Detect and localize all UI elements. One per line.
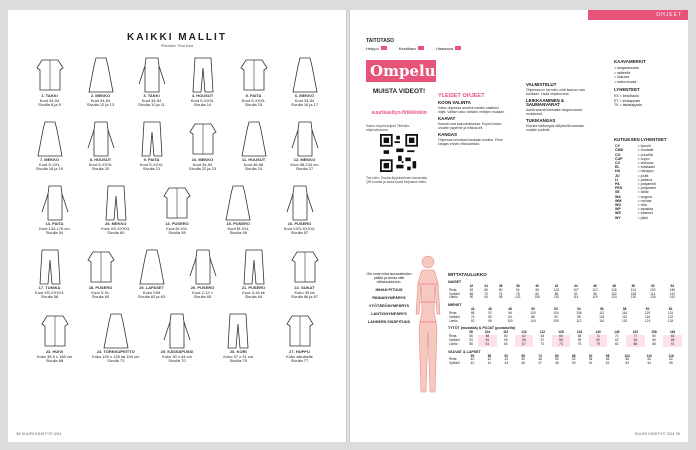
model-size: Koot S-XXXL [241,97,266,103]
section-title: TUKIKANGAS [526,118,556,123]
model-size: Koot S-XXXL [88,161,113,167]
model-name: 6. MEKKO [294,93,315,98]
model-name: 1. TAKKI [41,93,58,98]
model-name: 14. PUSERO [165,221,189,226]
section-title: LEIKKAAMINEN & SAUMANVARAT [526,98,565,107]
model-name: 11. HOUSUT [241,157,266,162]
model-name: 3. TAKKI [143,93,160,98]
fiber-abbr-row: CMD = modaali [615,148,654,153]
model-name: 9. PAITA [143,157,160,162]
garment-icon [237,118,271,158]
model-name: 7. MEKKO [39,157,60,162]
model-page: Sivulla 14 [193,102,212,108]
legend-item: = langansuunta [614,66,639,71]
garment-icon [186,118,220,158]
model-item[interactable] [24,310,85,374]
model-size: Koko 37 x 31 cm [223,353,254,359]
pattern-legend [614,60,682,108]
model-name: 2. MEKKO [90,93,111,98]
model-size: Koot S-XXL [39,161,60,167]
fiber-abbr-row: WP = alpakka [615,207,654,212]
garment-icon [99,182,133,222]
model-item[interactable] [279,118,330,182]
model-size: Koot 2-12 v [192,289,213,295]
model-name: 25. KÄSSÄPUSSI [160,349,194,354]
abbr-item: TK = takakappale [614,103,643,108]
size-table-title: TYTÖT (mustalla) & POJAT (punaisella) [448,326,516,331]
measure-notes [366,272,412,324]
garment-icon [221,182,255,222]
size-row: Lantio 92 96 100 104 108 112 116 120 124 128 [449,318,674,323]
garment-icon [237,54,271,94]
model-page: Sivulla 77 [290,358,309,364]
model-item[interactable] [177,246,228,310]
skill-levels [366,46,461,51]
note-item: RINNANYMPÄRYS [372,296,406,300]
garment-icon [135,246,169,286]
model-page: Sivulla 15 [244,102,263,108]
body-figure-icon [410,252,446,402]
model-item[interactable] [85,182,146,246]
level-easy: Helppo [366,46,387,51]
garment-icon [33,246,67,286]
garment-icon [160,310,194,350]
legend-item: = liukuvia [614,75,630,80]
garment-icon [33,118,67,158]
section-title: KAAVAT [438,116,456,121]
model-page: Sivulla 58 [40,294,59,300]
model-name: 22. SUKAT [294,285,315,290]
measure-title: MITTATAULUKKO [448,272,487,277]
instructions-col-2 [526,80,596,132]
fiber-abbreviations [614,138,682,220]
model-item[interactable] [126,118,177,182]
model-size: Koot S-XXXL [190,97,215,103]
garment-icon [288,246,322,286]
instructions-col-1 [438,94,508,146]
model-name: 13. PAITA [45,221,64,226]
size-table-title: MIEHET [448,303,462,308]
model-name: 18. PUSERO [88,285,113,290]
model-name: 19. LAPASET [138,285,165,290]
model-item[interactable] [24,118,75,182]
right-page [350,10,688,442]
fiber-abbr-row: EL = elastaani [615,165,656,170]
garment-icon [283,182,317,222]
model-page: Sivulla 66 ja 67 [290,294,319,300]
model-item[interactable] [269,310,330,374]
model-item[interactable] [177,118,228,182]
size-row: Rinta 82 86 90 94 98 102 107 112 118 124 130 136 [449,287,675,292]
model-name: 10. MEKKO [191,157,214,162]
model-size: Koot 98-134 cm [290,161,319,167]
legend-item: = katso kuvaa [614,79,637,84]
section-text: Ohjeessa kerrotaan kankaan kulutus. Pese kangas ennen leikkaamista. [438,138,503,146]
garment-icon [38,310,72,350]
models-row [24,246,330,310]
model-page: Sivulla 27 [295,166,314,172]
size-table-title: VAUVAT & LAPSET [448,349,481,354]
model-page: Sivulla 10 ja 11 [138,102,165,108]
model-size: Koko 38,5 x 188 cm [36,353,73,359]
size-row: Rinta 88 92 96 100 104 108 112 116 120 124 [449,310,674,315]
model-page: Sivulla 65 [193,294,212,300]
model-name: 5. PAITA [245,93,262,98]
model-size: Koot 34-54 [294,97,315,103]
fiber-abbr-row: SE = silkki [615,190,649,195]
garment-icon [186,54,220,94]
model-item[interactable] [126,54,177,118]
model-name: 21. PUSERO [241,285,266,290]
model-name: 17. TUNIKA [38,285,61,290]
legend-item: = taitteelle [614,70,631,75]
model-page: Sivulla 80 [107,230,125,236]
model-item[interactable] [24,246,75,310]
model-size: Koot XXS-XXXXL [283,225,316,231]
garment-icon [99,310,133,350]
model-name: 23. HUIVI [45,349,64,354]
model-size: Koot 4-18 kk [242,289,265,295]
model-name: 12. MEKKO [293,157,316,162]
garment-icon [283,310,317,350]
fiber-abbr-row: CUP = cupro [615,156,650,161]
model-size: Koot 46-66 [243,161,264,167]
size-table: 44 46 48 50 52 54 56 58 60 62 Rinta 88 92 96 100 104 108 112 116 120 124 Vyötärö 76 80 84 88 92 98 104 110 116 122 Lantio 92 96 100 104 108 112 116 120 124 128 [448,308,682,323]
fiber-abbr-row: WY = jakki [615,215,648,220]
model-size: Koko 100 x 135 tai 154 cm [92,353,140,359]
model-page: Sivulla 24 [244,166,263,172]
legend-title: KAAVAMERKIT [614,59,646,64]
model-item[interactable] [279,54,330,118]
size-row: Vyötärö 76 80 84 88 92 98 104 110 116 122 [449,314,674,319]
measurement-table [448,272,682,366]
model-page: Sivulla 12 ja 13 [86,102,115,108]
model-page: Sivulla 64 [244,294,263,300]
level-hard: Haastava [436,46,461,51]
model-size: Koot 34-54 [39,97,60,103]
abbr-item: ET = etukappale [614,98,641,103]
garment-icon [288,54,322,94]
model-name: 15. PUSERO [226,221,251,226]
section-title: VALMISTELUT [526,82,557,87]
garment-icon [84,54,118,94]
model-size: Koot M-XXL [166,225,188,231]
model-page: Sivulla 70 [168,358,186,364]
model-name: 16. PUSERO [287,221,312,226]
section-text: Kiinnitä tukikangas silityksellä kankaan nurjalle puolelle. [526,124,585,132]
section-text: Ohjeessa on kerrottu, mitä kaavan osia tarvitaan. Lisää ompeluvarat. [526,88,585,96]
general-heading: YLEISET OHJEET [438,93,485,99]
garment-icon [135,54,169,94]
garment-icon [237,246,271,286]
model-size: Koot S-XL [91,289,110,295]
fiber-abbr-row: HA = hamppu [615,169,654,174]
section-text: Kaavat ovat kaavoituksessa. Kopioi kaava ohuelle paperille ja leikkaa irti. [438,122,502,130]
size-row: Vyötärö 66 70 74 78 82 86 91 96 102 108 114 120 [449,291,675,296]
models-row [24,118,330,182]
model-page: Sivulla 62 ja 63 [137,294,166,300]
model-size: Koko 39 tai [294,289,315,295]
note-item: LAHKEEN SISÄPITUUS [367,320,411,324]
model-size: Koot 34-54 [192,161,213,167]
fiber-abbr-row: PA = polyamidi [615,182,656,187]
fiber-abbr-row: JU = juutti [615,173,649,178]
model-item[interactable] [228,246,279,310]
size-table: 50 56 62 68 74 80 86 92 98 104 110 116 Rinta 40 42 44 46 48 50 52 54 56 58 60 62 Vyötärö 40 42 44 46 47 48 50 51 52 53 54 55 [448,355,682,366]
size-row: Lantio 58 61 64 67 70 73 76 79 82 85 88 91 [448,343,682,347]
model-item[interactable] [228,118,279,182]
model-item[interactable] [126,246,177,310]
model-page: Sivulla 73 [107,358,125,364]
section-title: KANGAS [438,132,458,137]
model-size: Koko S/M [142,289,161,295]
model-page: Sivulla 22 ja 23 [188,166,217,172]
note-item: HIHAN PITUUS [375,288,403,292]
size-table: 32 34 36 38 40 42 44 46 48 50 52 54 Rinta 82 86 90 94 98 102 107 112 118 124 130 136 Vyötärö 66 70 74 78 82 86 91 96 102 108 114 120 Lantio 90 94 98 102 106 110 114 119 124 130 136 142 [448,285,682,300]
models-row [24,54,330,118]
size-row: Rinta 56 58 60 62 64 66 68 71 74 77 80 83 [448,335,682,339]
model-name: 20. PUSERO [190,285,215,290]
size-table: 98 104 110 116 122 128 134 140 146 152 158 164 Rinta 56 58 60 62 64 66 68 71 74 77 80 83 Vyötärö 53 54 55 56 57 58 59 60 62 64 66 68 Lantio 58 61 64 67 70 73 76 79 82 85 88 91 [448,331,682,346]
model-item[interactable] [208,182,269,246]
model-item[interactable] [75,118,126,182]
model-name: 4. HOUSUT [191,93,214,98]
section-band [588,10,688,20]
size-table-title: NAISET [448,280,462,284]
band-label: OHJEET [656,12,682,18]
model-size: Koot S-XXXL [139,161,164,167]
model-page: Sivulla 18 ja 19 [35,166,64,172]
fiber-abbr-row: CV = viskoosi [615,161,654,166]
garment-icon [288,118,322,158]
left-page [8,10,346,442]
fiber-abbr-row: WO = villa [615,203,647,208]
models-grid [24,54,330,374]
page-title: KAIKKI MALLIT [127,32,227,43]
fiber-abbr-row: WM = mohair [615,198,652,203]
size-row: Vyötärö 40 42 44 46 47 48 50 51 52 53 54 55 [449,361,673,366]
ompelu-title: Ompelu [366,60,436,82]
model-item[interactable] [24,54,75,118]
model-item[interactable] [85,310,146,374]
model-name: 28. MEKKO [104,221,127,226]
garment-icon [38,182,72,222]
fiber-abbr-row: CO = puuvilla [615,152,653,157]
size-row: Vyötärö 53 54 55 56 57 58 59 60 62 64 66 68 [448,339,682,343]
model-item[interactable] [147,310,208,374]
model-page: Sivulla 56 [229,230,247,236]
model-item[interactable] [24,182,85,246]
video-title: MUISTA VIDEOT! [372,88,426,95]
garment-icon [84,246,118,286]
model-size: Koot XS-XXXXL [35,289,64,295]
video-site-link[interactable]: suurikasityo.fi/tikkinkin [371,110,427,116]
level-medium: Keskitaso [399,46,424,51]
model-item[interactable] [279,246,330,310]
model-item[interactable] [75,54,126,118]
note-item: VYÖTÄRÖNYMPÄRYS [368,304,410,308]
model-size: Koot XS-XXXXL [101,225,131,231]
model-name: 27. HUPPU [289,349,310,354]
skill-level-label: TAITOTASO [366,38,395,44]
qr-code-icon[interactable] [380,134,418,172]
model-page: Sivulla 60 [91,294,110,300]
model-item[interactable] [75,246,126,310]
model-page: Sivulla 54 [45,230,64,236]
model-page: Sivulla 57 [290,230,309,236]
model-page: Sivulla 75 [229,358,247,364]
model-page: Sivulla 8 ja 9 [38,102,61,108]
model-page: Sivulla 55 [168,230,186,236]
fiber-abbr-row: WA = angora [615,194,652,199]
abbr-title: LYHENTEET [614,87,640,93]
left-folio: 38 SUURI KÄSITYÖ 3/24 [16,431,62,436]
section-title: KOON VALINTA [438,100,471,105]
section-text: Aseta kaavat kankaalle langansuoran mukaisesti. [526,108,583,116]
fiber-abbr-row: WS = kashmir [615,211,654,216]
model-name: 24. TORKKUPEITTO [96,349,135,354]
note-item: LANTIONYMPÄRYS [371,312,407,316]
garment-icon [160,182,194,222]
model-page: Sivulla 21 [142,166,161,172]
size-row: Rinta 40 42 44 46 48 50 52 54 56 58 60 62 [449,357,673,362]
fiber-abbr-row: PES = polyesteri [615,186,657,191]
model-name: 26. KORI [229,349,247,354]
garment-icon [84,118,118,158]
garment-icon [186,246,220,286]
model-page: Sivulla 16 ja 17 [290,102,319,108]
model-item[interactable] [147,182,208,246]
models-row [24,182,330,246]
model-name: 8. HOUSUT [89,157,112,162]
size-row: Lantio 90 94 98 102 106 110 114 119 124 130 136 142 [449,295,675,300]
fiber-abbr-title: KUTIUKSEN LYHENTEET [614,137,667,142]
model-item[interactable] [228,54,279,118]
fiber-abbr-row: LI = pellava [615,177,653,182]
section-text: Katso ohjeessa annetut valmiin vaatteen mitat. Valitse koko vartalon mittojen mukaan. [438,106,506,114]
video-text: Katso ompeluohjeet Tikkinko-ohjevideomme [366,124,411,132]
model-item[interactable] [269,182,330,246]
garment-icon [221,310,255,350]
model-size: Koko 30 x 44 cm [162,353,192,359]
right-folio: SUURI KÄSITYÖ 3/24 39 [634,431,680,436]
model-page: Sivulla 68 [45,358,64,364]
models-row [24,310,330,374]
model-size: Koot 34-54 [90,97,111,103]
model-page: Sivulla 20 [91,166,110,172]
garment-icon [135,118,169,158]
garment-icon [33,54,67,94]
model-item[interactable] [208,310,269,374]
model-size: Koot 34-54 [141,97,162,103]
notes-title: Ota omat mitat alusvaatteiden päältä ja vertaa niitä mittataulukkoon. [366,272,412,284]
video-instructions: Tee näin: Osoita älypuhelimen kameralla QR-koodia ja avaa koodi tarjoama linkki. [366,176,428,184]
model-size: Koot M-XXL [227,225,250,231]
model-item[interactable] [177,54,228,118]
fiber-abbr-row: CY = lyocell [615,144,651,149]
model-size: Koko aikuiselle [286,353,313,359]
page-subtitle: Piirrokset: Tiina Kara [160,44,194,48]
model-size: Koot 134-176 cm [39,225,70,231]
abbr-item: KS = keskitaulu [614,94,639,99]
